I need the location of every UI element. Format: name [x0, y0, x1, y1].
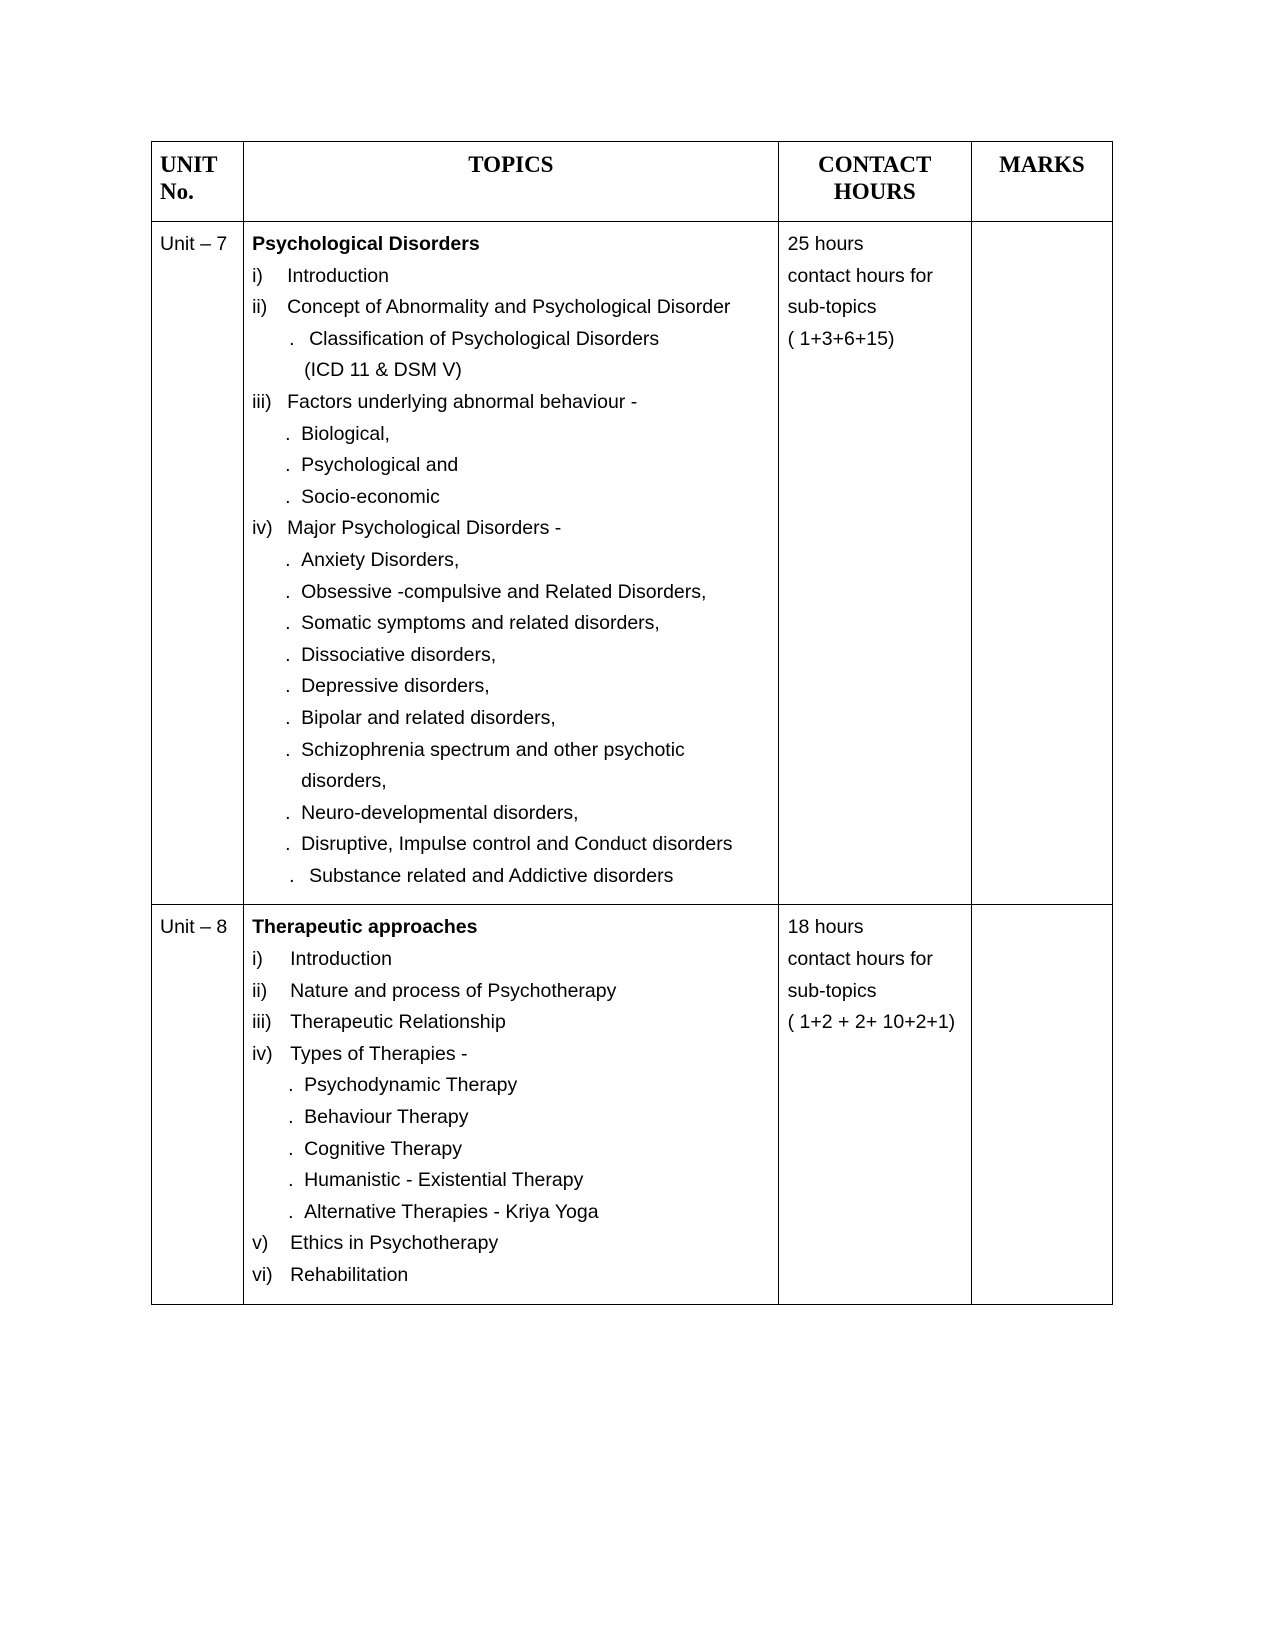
hours-line: sub-topics: [787, 296, 877, 319]
header-contact-line1: CONTACT: [818, 152, 932, 177]
sub-item-text: Alternative Therapies - Kriya Yoga: [304, 1200, 599, 1223]
item-number: vi): [252, 1264, 273, 1286]
sub-item: [252, 829, 778, 861]
bullet: .: [285, 454, 291, 477]
list-item: [252, 976, 778, 1008]
bullet: .: [285, 612, 291, 635]
sub-item: [252, 861, 778, 893]
list-item: [252, 292, 778, 324]
header-unit-no: [152, 142, 244, 222]
item-number: iv): [252, 517, 273, 540]
bullet: .: [288, 1137, 294, 1160]
sub-item: [252, 735, 778, 767]
sub-item-text: Dissociative disorders,: [301, 643, 497, 666]
unit-7-contact-hours: [778, 222, 971, 905]
bullet: .: [285, 675, 291, 698]
sub-item-text: Bipolar and related disorders,: [301, 706, 556, 729]
item-number: v): [252, 1232, 269, 1255]
item-text: Rehabilitation: [290, 1264, 409, 1286]
item-number: i): [252, 264, 263, 287]
sub-item-text: Substance related and Addictive disorders: [309, 864, 674, 887]
hours-line: sub-topics: [787, 979, 877, 1002]
item-number: iv): [252, 1042, 273, 1065]
bullet: .: [285, 422, 291, 445]
list-item: [252, 1039, 778, 1071]
bullet: .: [285, 833, 291, 856]
bullet: .: [285, 643, 291, 666]
item-text: Therapeutic Relationship: [290, 1011, 506, 1034]
item-text: Introduction: [287, 264, 389, 287]
bullet: .: [288, 1200, 294, 1223]
sub-item: [252, 608, 778, 640]
sub-item: [252, 1197, 778, 1229]
bullet: .: [288, 1106, 294, 1129]
bullet: .: [288, 1074, 294, 1097]
unit-8-marks: [971, 905, 1112, 1304]
list-item: [252, 944, 778, 976]
sub-item-continuation: [252, 355, 778, 387]
sub-item: [252, 640, 778, 672]
item-text: Concept of Abnormality and Psychological Disorder: [287, 296, 731, 319]
bullet: .: [285, 801, 291, 824]
hours-line: ( 1+2 + 2+ 10+2+1): [787, 1011, 956, 1034]
unit-8-title: Therapeutic approaches: [252, 916, 478, 939]
unit-8-contact-hours: [778, 905, 971, 1304]
header-unit-line2: No.: [160, 179, 194, 204]
hours-line: contact hours for: [787, 264, 933, 287]
header-marks: [971, 142, 1112, 222]
sub-item-text: Psychological and: [301, 454, 459, 477]
unit-8-text: Unit – 8: [160, 916, 228, 939]
item-text: Major Psychological Disorders -: [287, 517, 562, 540]
unit-7-label: [152, 222, 244, 905]
item-number: iii): [252, 390, 272, 413]
header-contact-line2: HOURS: [833, 179, 916, 204]
sub-item-text: Somatic symptoms and related disorders,: [301, 612, 660, 635]
sub-item-text: Socio-economic: [301, 485, 440, 508]
sub-item: [252, 545, 778, 577]
item-number: ii): [252, 296, 268, 319]
hours-line: 25 hours: [787, 233, 864, 255]
sub-item-text: Behaviour Therapy: [304, 1106, 469, 1129]
item-text: Nature and process of Psychotherapy: [290, 979, 617, 1002]
sub-item: [252, 419, 778, 451]
header-topics: [244, 142, 779, 222]
sub-item: [252, 1165, 778, 1197]
syllabus-table: [151, 141, 1113, 1305]
sub-item-text: (ICD 11 & DSM V): [304, 359, 462, 382]
header-unit-line1: UNIT: [160, 152, 218, 177]
sub-item: [252, 482, 778, 514]
list-item: [252, 1007, 778, 1039]
unit-7-title: Psychological Disorders: [252, 233, 480, 255]
header-contact-hours: [778, 142, 971, 222]
sub-item: [252, 577, 778, 609]
hours-line: 18 hours: [787, 916, 864, 939]
sub-item-text: Anxiety Disorders,: [301, 548, 460, 571]
item-number: ii): [252, 979, 268, 1002]
sub-item: [252, 798, 778, 830]
unit-7-marks: [971, 222, 1112, 905]
bullet: .: [285, 485, 291, 508]
unit-8-topics: [244, 905, 779, 1304]
bullet: .: [285, 706, 291, 729]
sub-item-text: Obsessive -compulsive and Related Disorders,: [301, 580, 707, 603]
unit-7-row: [152, 222, 1113, 905]
list-item: [252, 387, 778, 419]
list-item: [252, 513, 778, 545]
bullet: .: [285, 548, 291, 571]
sub-item-text: Neuro-developmental disorders,: [301, 801, 579, 824]
list-item: [252, 1228, 778, 1260]
hours-line: ( 1+3+6+15): [787, 327, 895, 350]
header-row: [152, 142, 1113, 222]
sub-item: [252, 450, 778, 482]
sub-item-text: Classification of Psychological Disorders: [309, 327, 660, 350]
unit-8-row: [152, 905, 1113, 1304]
sub-item-text: Humanistic - Existential Therapy: [304, 1169, 584, 1192]
list-item: [252, 261, 778, 293]
sub-item-text: disorders,: [301, 770, 387, 793]
header-marks-label: MARKS: [999, 152, 1085, 177]
item-number: i): [252, 948, 263, 971]
sub-item-text: Schizophrenia spectrum and other psychotic: [301, 738, 685, 761]
bullet: .: [289, 864, 295, 887]
sub-item-text: Biological,: [301, 422, 390, 445]
bullet: .: [288, 1169, 294, 1192]
bullet: .: [289, 327, 295, 350]
item-number: iii): [252, 1011, 272, 1034]
unit-7-topics: [244, 222, 779, 905]
header-topics-label: TOPICS: [468, 152, 554, 177]
sub-item: [252, 1070, 778, 1102]
item-text: Ethics in Psychotherapy: [290, 1232, 499, 1255]
sub-item-text: Depressive disorders,: [301, 675, 490, 698]
sub-item-text: Disruptive, Impulse control and Conduct disorders: [301, 833, 733, 856]
item-text: Types of Therapies -: [290, 1042, 468, 1065]
unit-7-text: Unit – 7: [160, 233, 228, 255]
item-text: Factors underlying abnormal behaviour -: [287, 390, 638, 413]
item-text: Introduction: [290, 948, 392, 971]
hours-line: contact hours for: [787, 948, 933, 971]
sub-item: [252, 671, 778, 703]
unit-8-label: [152, 905, 244, 1304]
list-item: [252, 1260, 778, 1292]
sub-item: [252, 1102, 778, 1134]
sub-item: [252, 703, 778, 735]
sub-item: [252, 1134, 778, 1166]
bullet: .: [285, 580, 291, 603]
sub-item-continuation: [252, 766, 778, 798]
bullet: .: [285, 738, 291, 761]
sub-item: [252, 324, 778, 356]
sub-item-text: Cognitive Therapy: [304, 1137, 462, 1160]
sub-item-text: Psychodynamic Therapy: [304, 1074, 518, 1097]
